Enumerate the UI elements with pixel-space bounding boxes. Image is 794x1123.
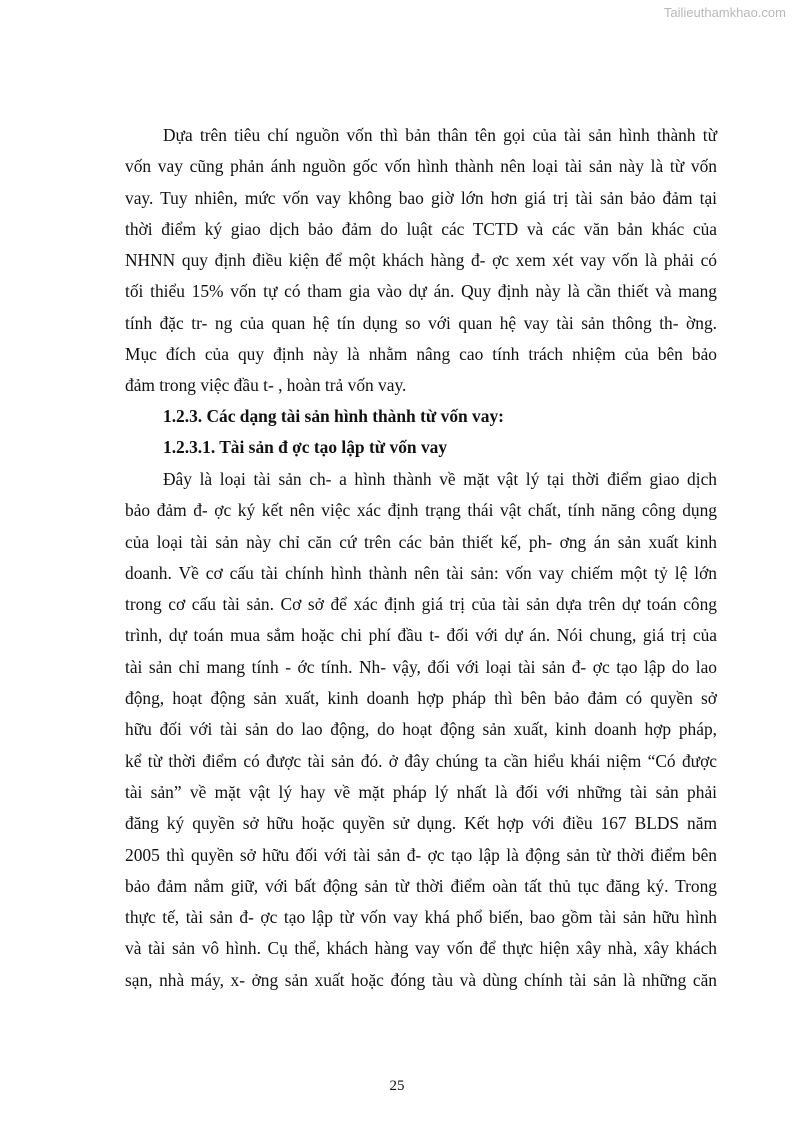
text-line: NHNN quy định điều kiện để một khách hàng đ- ợc xem xét vay vốn là phải có [125, 250, 717, 271]
text-line: trình, dự toán mua sắm hoặc chi phí đầu t- đối với dự án. Nói chung, giá trị của [125, 625, 717, 646]
text-line: vay. Tuy nhiên, mức vốn vay không bao giờ lớn hơn giá trị tài sản bảo đảm tại [125, 187, 717, 208]
heading-section-1-2-3-1: 1.2.3.1. Tài sản đ ợc tạo lập từ vốn vay [163, 437, 448, 458]
headings [125, 401, 717, 464]
text-line: tính đặc tr- ng của quan hệ tín dụng so với quan hệ vay tài sản thông th- ờng. [125, 312, 717, 333]
page-number: 25 [389, 1078, 405, 1094]
text-line: sạn, nhà máy, x- ởng sản xuất hoặc đóng tàu và dùng chính tài sản là những căn [125, 969, 717, 990]
text-line: bảo đảm đ- ợc ký kết nên việc xác định trạng thái vật chất, tính năng công dụng [125, 500, 717, 521]
text-line: đăng ký quyền sở hữu hoặc quyền sử dụng. Kết hợp với điều 167 BLDS năm [125, 813, 717, 834]
text-line: động, hoạt động sản xuất, kinh doanh hợp pháp thì bên bảo đảm có quyền sở [125, 688, 717, 709]
text-line: thực tế, tài sản đ- ợc tạo lập từ vốn vay khá phổ biến, bao gồm tài sản hữu hình [125, 907, 717, 928]
text-line: Mục đích của quy định này là nhằm nâng cao tính trách nhiệm của bên bảo [125, 344, 717, 365]
paragraph-2 [125, 464, 717, 996]
text-line: hữu đối với tài sản do lao động, do hoạt động sản xuất, kinh doanh hợp pháp, [125, 719, 717, 740]
paragraph-1 [125, 120, 717, 402]
text-line: Dựa trên tiêu chí nguồn vốn thì bản thân tên gọi của tài sản hình thành từ [163, 125, 717, 145]
text-line: tài sản” về mặt vật lý hay về mặt pháp lý nhất là đối với những tài sản phải [125, 781, 717, 802]
text-line: bảo đảm nắm giữ, với bất động sản từ thời điểm oàn tất thủ tục đăng ký. Trong [125, 875, 717, 896]
text-line: của loại tài sản này chỉ căn cứ trên các bản thiết kế, ph- ơng án sản xuất kinh [125, 531, 717, 552]
text-line: đảm trong việc đầu t- , hoàn trả vốn vay. [125, 375, 407, 396]
text-line: và tài sản vô hình. Cụ thể, khách hàng vay vốn để thực hiện xây nhà, xây khách [125, 938, 717, 959]
text-line: 2005 thì quyền sở hữu đối với tài sản đ- ợc tạo lập là động sản từ thời điểm bên [125, 844, 717, 865]
text-line: Đây là loại tài sản ch- a hình thành về mặt vật lý tại thời điểm giao dịch [163, 469, 717, 489]
text-line: trong cơ cấu tài sản. Cơ sở để xác định giá trị của tài sản dựa trên dự toán công [125, 594, 717, 615]
text-line: doanh. Về cơ cấu tài chính hình thành nên tài sản: vốn vay chiếm một tỷ lệ lớn [125, 562, 717, 583]
text-line: thời điểm ký giao dịch bảo đảm do luật các TCTD và các văn bản khác của [125, 218, 717, 239]
text-line: tối thiểu 15% vốn tự có tham gia vào dự án. Quy định này là cần thiết và mang [125, 281, 717, 302]
text-line: tài sản chỉ mang tính - ớc tính. Nh- vậy, đối với loại tài sản đ- ợc tạo lập do lao [125, 656, 717, 677]
text-line: vốn vay cũng phản ánh nguồn gốc vốn hình thành nên loại tài sản này là từ vốn [125, 156, 717, 177]
watermark: Tailieuthamkhao.com [663, 5, 786, 20]
heading-section-1-2-3: 1.2.3. Các dạng tài sản hình thành từ vốn vay: [163, 406, 504, 426]
text-line: kể từ thời điểm có được tài sản đó. ở đây chúng ta cần hiểu khái niệm “Có được [125, 750, 717, 771]
